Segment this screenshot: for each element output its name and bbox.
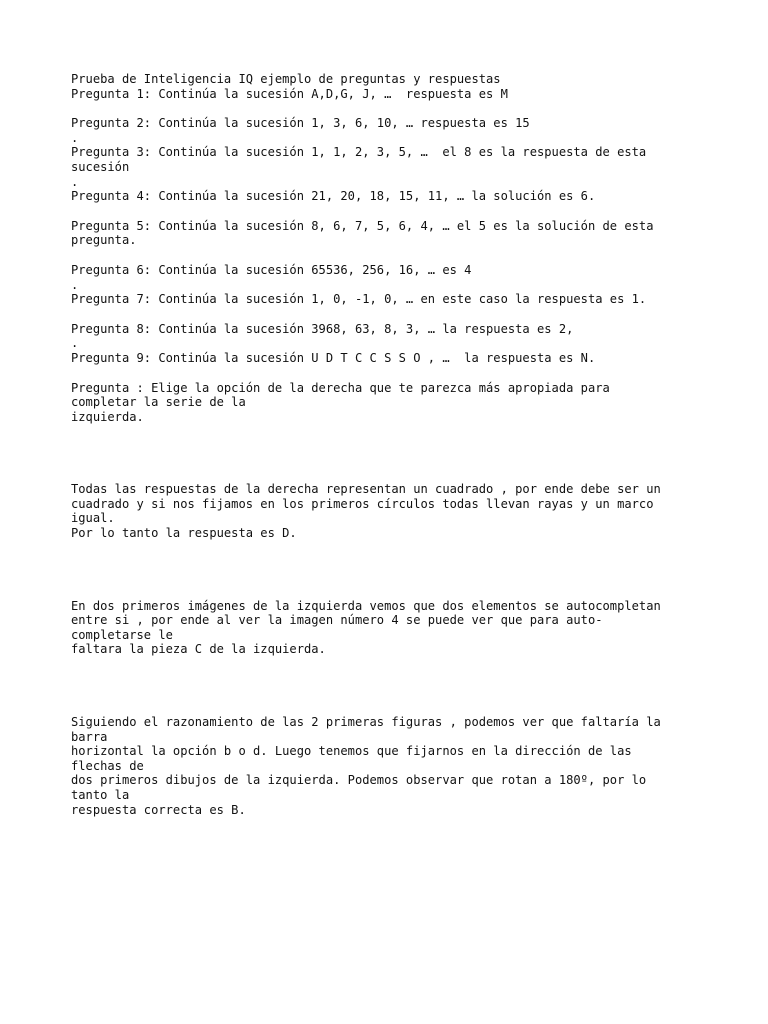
question-3: Pregunta 3: Continúa la sucesión 1, 1, 2, 3, 5, … el 8 es la respuesta de esta xyxy=(71,145,647,160)
paragraph-3-line: Siguiendo el razonamiento de las 2 primeras figuras , podemos ver que faltaría la xyxy=(71,715,661,730)
paragraph-3-line: respuesta correcta es B. xyxy=(71,802,246,817)
question-9: Pregunta 9: Continúa la sucesión U D T C C S S O , … la respuesta es N. xyxy=(71,350,596,365)
paragraph-3-line: dos primeros dibujos de la izquierda. Podemos observar que rotan a 180º, por lo xyxy=(71,773,647,788)
paragraph-3-line: horizontal la opción b o d. Luego tenemos que fijarnos en la dirección de las xyxy=(71,744,632,759)
question-2: Pregunta 2: Continúa la sucesión 1, 3, 6, 10, … respuesta es 15 xyxy=(71,116,530,131)
question-7: Pregunta 7: Continúa la sucesión 1, 0, -1, 0, … en este caso la respuesta es 1. xyxy=(71,292,647,307)
paragraph-1-line: igual. xyxy=(71,511,115,526)
document-title: Prueba de Inteligencia IQ ejemplo de preguntas y respuestas xyxy=(71,72,501,86)
paragraph-1-line: Por lo tanto la respuesta es D. xyxy=(71,526,297,541)
question-5-cont: pregunta. xyxy=(71,233,137,248)
paragraph-1-line: cuadrado y si nos fijamos en los primeros círculos todas llevan rayas y un marco xyxy=(71,496,654,511)
paragraph-2-line: faltara la pieza C de la izquierda. xyxy=(71,642,326,657)
paragraph-3-line: barra xyxy=(71,729,108,744)
paragraph-3-line: tanto la xyxy=(71,788,130,802)
separator-dot: . xyxy=(71,336,79,351)
question-10-cont: izquierda. xyxy=(71,409,144,424)
question-5: Pregunta 5: Continúa la sucesión 8, 6, 7, 5, 6, 4, … el 5 es la solución de esta xyxy=(71,218,654,233)
separator-dot: . xyxy=(71,277,79,292)
question-4: Pregunta 4: Continúa la sucesión 21, 20, 18, 15, 11, … la solución es 6. xyxy=(71,189,596,204)
separator-dot: . xyxy=(71,130,79,145)
document-page xyxy=(71,72,711,817)
question-1: Pregunta 1: Continúa la sucesión A,D,G, J, … respuesta es M xyxy=(71,86,508,101)
paragraph-2-line: En dos primeros imágenes de la izquierda vemos que dos elementos se autocompletan xyxy=(71,598,661,613)
question-10-cont: completar la serie de la xyxy=(71,395,246,410)
question-3-cont: sucesión xyxy=(71,159,130,174)
question-6: Pregunta 6: Continúa la sucesión 65536, 256, 16, … es 4 xyxy=(71,262,472,277)
paragraph-1-line: Todas las respuestas de la derecha representan un cuadrado , por ende debe ser un xyxy=(71,482,661,497)
question-8: Pregunta 8: Continúa la sucesión 3968, 63, 8, 3, … la respuesta es 2, xyxy=(71,321,574,336)
paragraph-3-line: flechas de xyxy=(71,758,144,773)
paragraph-2-line: entre si , por ende al ver la imagen número 4 se puede ver que para auto- xyxy=(71,613,603,628)
question-10: Pregunta : Elige la opción de la derecha que te parezca más apropiada para xyxy=(71,380,610,395)
separator-dot: . xyxy=(71,174,79,189)
paragraph-2-line: completarse le xyxy=(71,627,173,642)
